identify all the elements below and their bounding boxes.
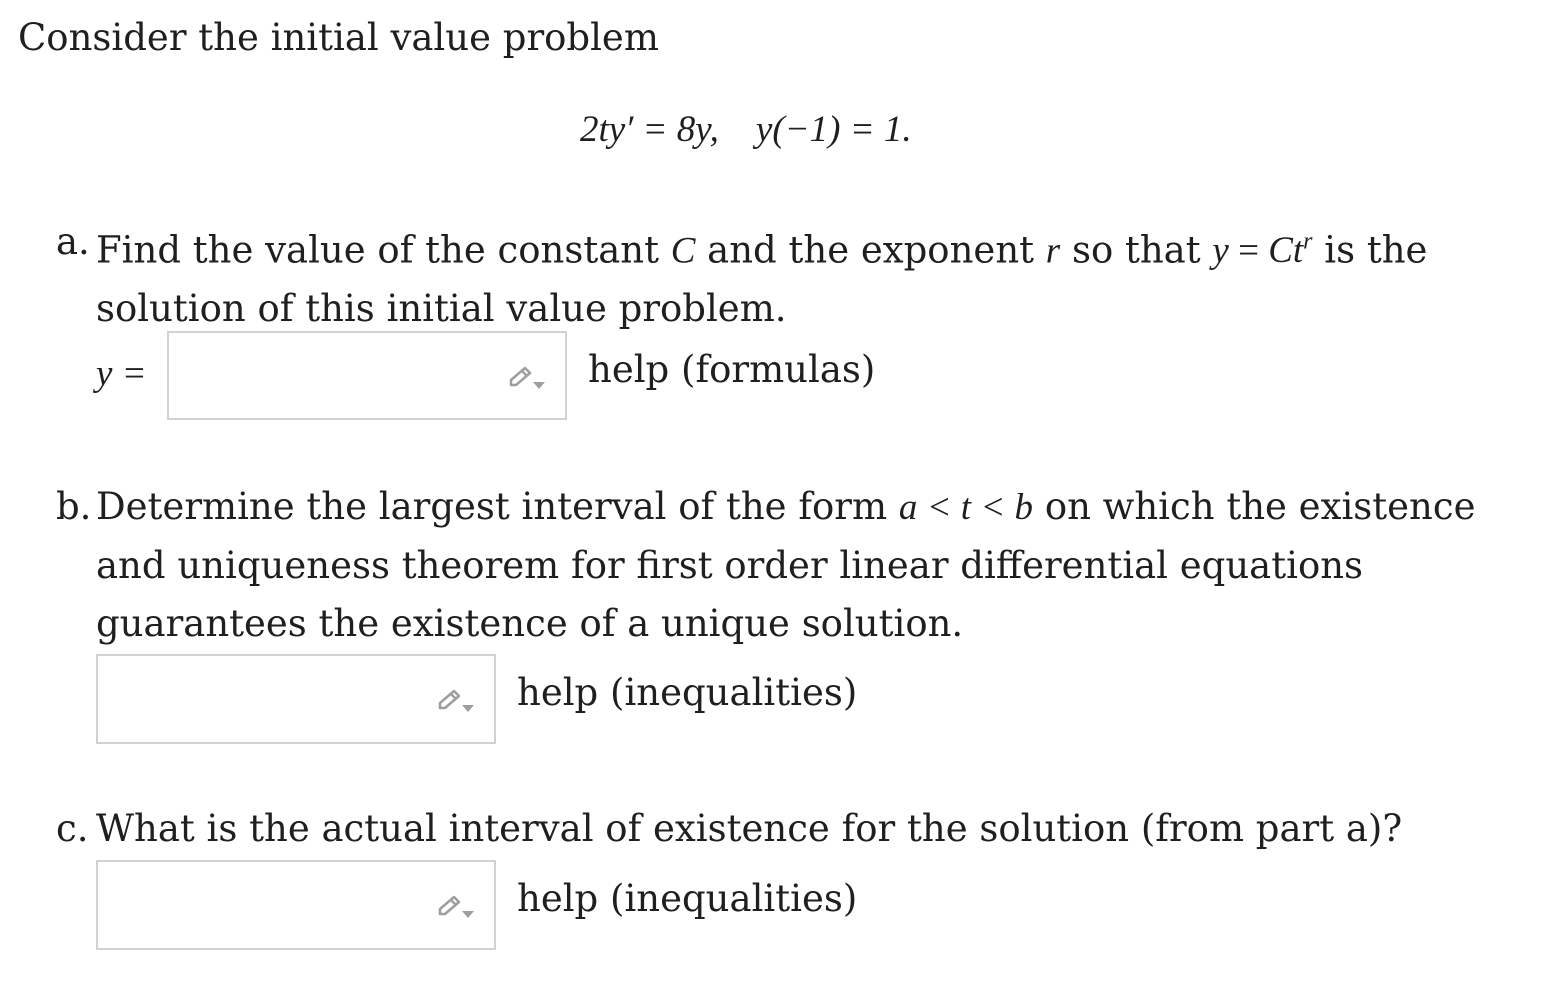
part-a-expr-eq: = — [1238, 230, 1259, 272]
initial-value-equation — [580, 108, 912, 151]
part-b-interval-form: a < t < b — [898, 487, 1034, 528]
part-a-expr-y: y — [1212, 230, 1229, 272]
part-a-answer-input[interactable] — [167, 331, 567, 420]
part-c-question: What is the actual interval of existence for the solution (from part a)? — [96, 807, 1403, 850]
part-a-text-post: is the solution of this initial value problem. — [96, 228, 1428, 331]
part-b — [56, 478, 1526, 653]
part-b-answer-input[interactable] — [96, 654, 496, 744]
equation-ode: 2ty′ = 8y, — [580, 109, 719, 150]
part-c-answer-input[interactable] — [96, 860, 496, 950]
part-a-marker: a. — [56, 220, 90, 263]
part-b-marker: b. — [56, 485, 92, 528]
part-a-question — [96, 213, 1516, 338]
part-a — [56, 213, 1516, 338]
part-b-text-post: on which the existence and uniqueness theorem for first order linear differential equations guarantees the existence of a unique solution. — [96, 485, 1476, 645]
pencil-edit-icon[interactable] — [507, 365, 547, 391]
part-c-help-inequalities-link[interactable]: help (inequalities) — [517, 877, 858, 920]
pencil-edit-icon[interactable] — [436, 894, 476, 920]
part-a-input-label: y = — [96, 353, 147, 394]
part-b-question — [96, 478, 1526, 653]
part-a-var-c: C — [670, 230, 696, 272]
problem-intro: Consider the initial value problem — [18, 16, 659, 59]
part-c-marker: c. — [56, 807, 89, 850]
part-a-solution-form — [1212, 230, 1312, 271]
part-a-var-r: r — [1045, 230, 1061, 272]
pencil-edit-icon[interactable] — [436, 688, 476, 714]
part-b-help-inequalities-link[interactable]: help (inequalities) — [517, 671, 858, 714]
part-a-expr-exp: r — [1303, 229, 1313, 255]
part-b-text-pre: Determine the largest interval of the form — [96, 485, 888, 528]
part-a-help-formulas-link[interactable]: help (formulas) — [588, 348, 876, 391]
part-a-expr-ct: Ct — [1268, 230, 1304, 272]
part-c — [56, 800, 1516, 858]
equation-initial-condition: y(−1) = 1. — [755, 109, 912, 150]
part-a-text-mid2: so that — [1071, 228, 1201, 272]
part-a-text-pre: Find the value of the constant — [96, 228, 659, 272]
part-a-text-mid1: and the exponent — [707, 228, 1035, 272]
